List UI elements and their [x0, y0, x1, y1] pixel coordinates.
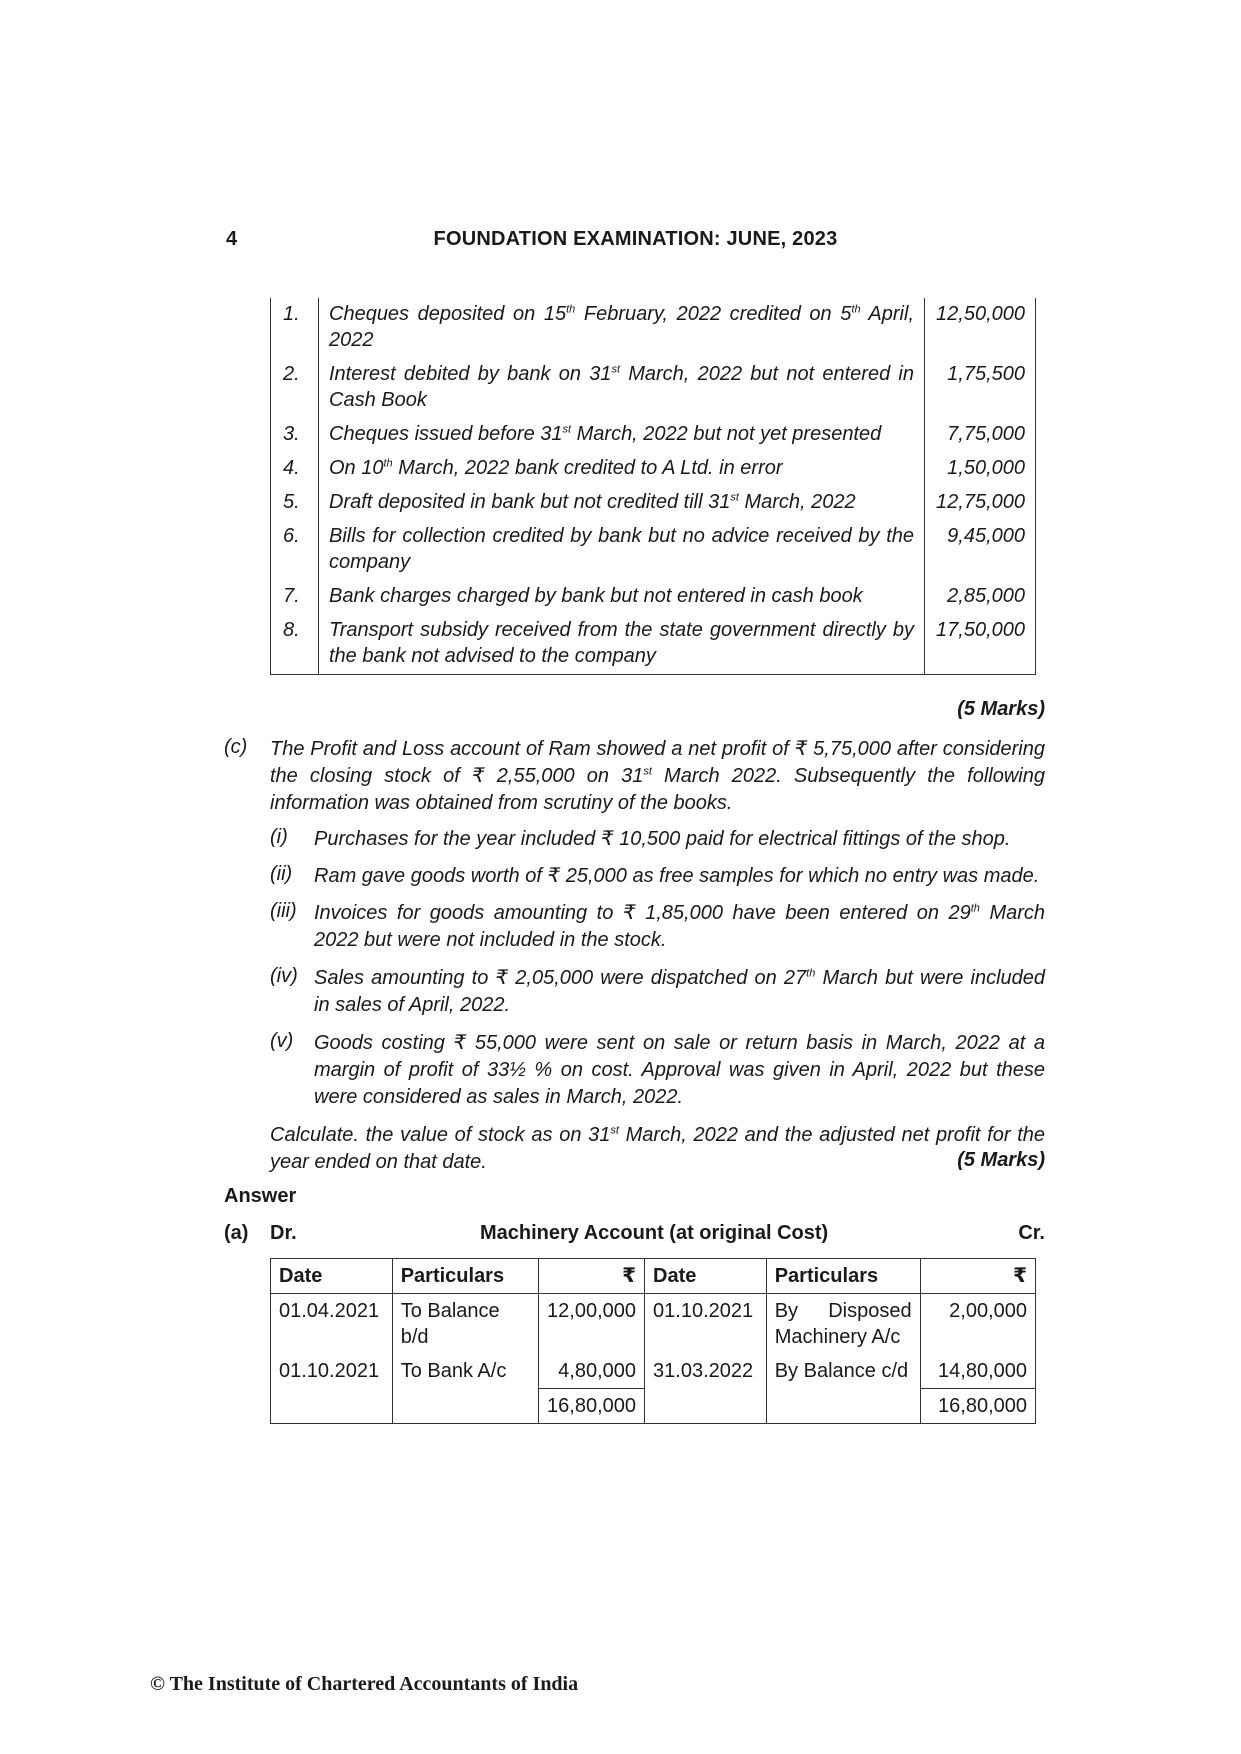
particulars-cell: By Balance c/d [766, 1354, 920, 1389]
column-header: Date [271, 1259, 393, 1294]
table-row [271, 614, 1036, 675]
date-cell: 01.04.2021 [271, 1294, 393, 1355]
item-amount: 2,85,000 [947, 585, 1025, 607]
item-description: Transport subsidy received from the state government directly by the bank not advised to the company [319, 614, 925, 675]
table-row [271, 580, 1036, 614]
item-description: Draft deposited in bank but not credited till 31st March, 2022 [319, 486, 925, 520]
item-description: Cheques deposited on 15th February, 2022 credited on 5th April, 2022 [319, 298, 925, 358]
amount-cell: 14,80,000 [920, 1354, 1035, 1389]
item-text: Invoices for goods amounting to ₹ 1,85,000 have been entered on 29th March 2022 but were not included in the stock. [314, 902, 1046, 951]
column-header: Particulars [392, 1259, 538, 1294]
machinery-account-table [270, 1258, 1036, 1424]
account-title: Machinery Account (at original Cost) [480, 1222, 829, 1244]
item-number: 7. [271, 580, 319, 614]
table-row [271, 1294, 1036, 1355]
totals-row [271, 1389, 1036, 1424]
item-text: Goods costing ₹ 55,000 were sent on sale or return basis in March, 2022 at a margin of profit of 33½ % on cost. Approval was given in April, 2022 but these were considered as sales in March, 2022. [314, 1032, 1045, 1108]
footer-copyright: © The Institute of Chartered Accountants of India [150, 1673, 579, 1695]
cr-label: Cr. [1018, 1222, 1045, 1244]
total-right: 16,80,000 [920, 1389, 1035, 1424]
question-c-label: (c) [224, 736, 248, 758]
item-text: Ram gave goods worth of ₹ 25,000 as free samples for which no entry was made. [314, 865, 1040, 887]
item-number: 3. [271, 418, 319, 452]
table-row [271, 358, 1036, 418]
item-amount: 1,75,500 [947, 363, 1025, 385]
item-description: Cheques issued before 31st March, 2022 but not yet presented [319, 418, 925, 452]
date-cell: 31.03.2022 [645, 1354, 767, 1389]
item-label: (i) [270, 826, 288, 848]
total-left: 16,80,000 [539, 1389, 645, 1424]
item-text: Purchases for the year included ₹ 10,500 paid for electrical fittings of the shop. [314, 828, 1011, 850]
item-amount: 12,50,000 [936, 303, 1025, 325]
question-c-closing: Calculate. the value of stock as on 31st March, 2022 and the adjusted net profit for the year ended on that date. [270, 1124, 1046, 1173]
column-header: Date [645, 1259, 767, 1294]
amount-cell: 12,00,000 [539, 1294, 645, 1355]
item-label: (iv) [270, 965, 298, 987]
amount-cell: 2,00,000 [920, 1294, 1035, 1355]
item-description: Bills for collection credited by bank but no advice received by the company [319, 520, 925, 580]
item-amount: 7,75,000 [947, 423, 1025, 445]
item-number: 5. [271, 486, 319, 520]
item-amount: 17,50,000 [936, 619, 1025, 641]
item-description: Interest debited by bank on 31st March, 2022 but not entered in Cash Book [319, 358, 925, 418]
item-amount: 12,75,000 [936, 491, 1025, 513]
empty-cell [645, 1389, 767, 1424]
item-description: Bank charges charged by bank but not entered in cash book [319, 580, 925, 614]
rupee-column-header: ₹ [920, 1259, 1035, 1294]
answer-heading: Answer [224, 1185, 297, 1207]
answer-a-label: (a) [224, 1222, 249, 1244]
date-cell: 01.10.2021 [645, 1294, 767, 1355]
table-row [271, 520, 1036, 580]
marks-b: (5 Marks) [957, 698, 1045, 720]
column-header: Particulars [766, 1259, 920, 1294]
table-row [271, 486, 1036, 520]
date-cell: 01.10.2021 [271, 1354, 393, 1389]
table-row [271, 298, 1036, 358]
item-label: (ii) [270, 863, 293, 885]
item-text: Sales amounting to ₹ 2,05,000 were dispatched on 27th March but were included in sales of April, 2022. [314, 967, 1046, 1016]
page-title: FOUNDATION EXAMINATION: JUNE, 2023 [433, 228, 838, 250]
particulars-cell: By Disposed Machinery A/c [766, 1294, 920, 1355]
dr-label: Dr. [270, 1222, 297, 1244]
item-amount: 1,50,000 [947, 457, 1025, 479]
particulars-cell: To Balance b/d [392, 1294, 538, 1355]
empty-cell [766, 1389, 920, 1424]
rupee-column-header: ₹ [539, 1259, 645, 1294]
table-row [271, 418, 1036, 452]
table-header-row [271, 1259, 1036, 1294]
empty-cell [271, 1389, 393, 1424]
item-label: (iii) [270, 900, 297, 922]
table-row [271, 452, 1036, 486]
item-number: 1. [271, 298, 319, 358]
item-number: 2. [271, 358, 319, 418]
item-number: 8. [271, 614, 319, 675]
item-label: (v) [270, 1030, 294, 1052]
marks-c: (5 Marks) [957, 1149, 1045, 1171]
item-number: 6. [271, 520, 319, 580]
item-number: 4. [271, 452, 319, 486]
page-number: 4 [226, 228, 238, 250]
item-description: On 10th March, 2022 bank credited to A Ltd. in error [319, 452, 925, 486]
empty-cell [392, 1389, 538, 1424]
question-c-intro: The Profit and Loss account of Ram showed a net profit of ₹ 5,75,000 after considering the closing stock of ₹ 2,55,000 on 31st March 2022. Subsequently the following information was obtained from scrutiny of the books. [270, 738, 1045, 814]
particulars-cell: To Bank A/c [392, 1354, 538, 1389]
item-amount: 9,45,000 [947, 525, 1025, 547]
table-row [271, 1354, 1036, 1389]
reconciliation-items-table [270, 298, 1036, 675]
amount-cell: 4,80,000 [539, 1354, 645, 1389]
